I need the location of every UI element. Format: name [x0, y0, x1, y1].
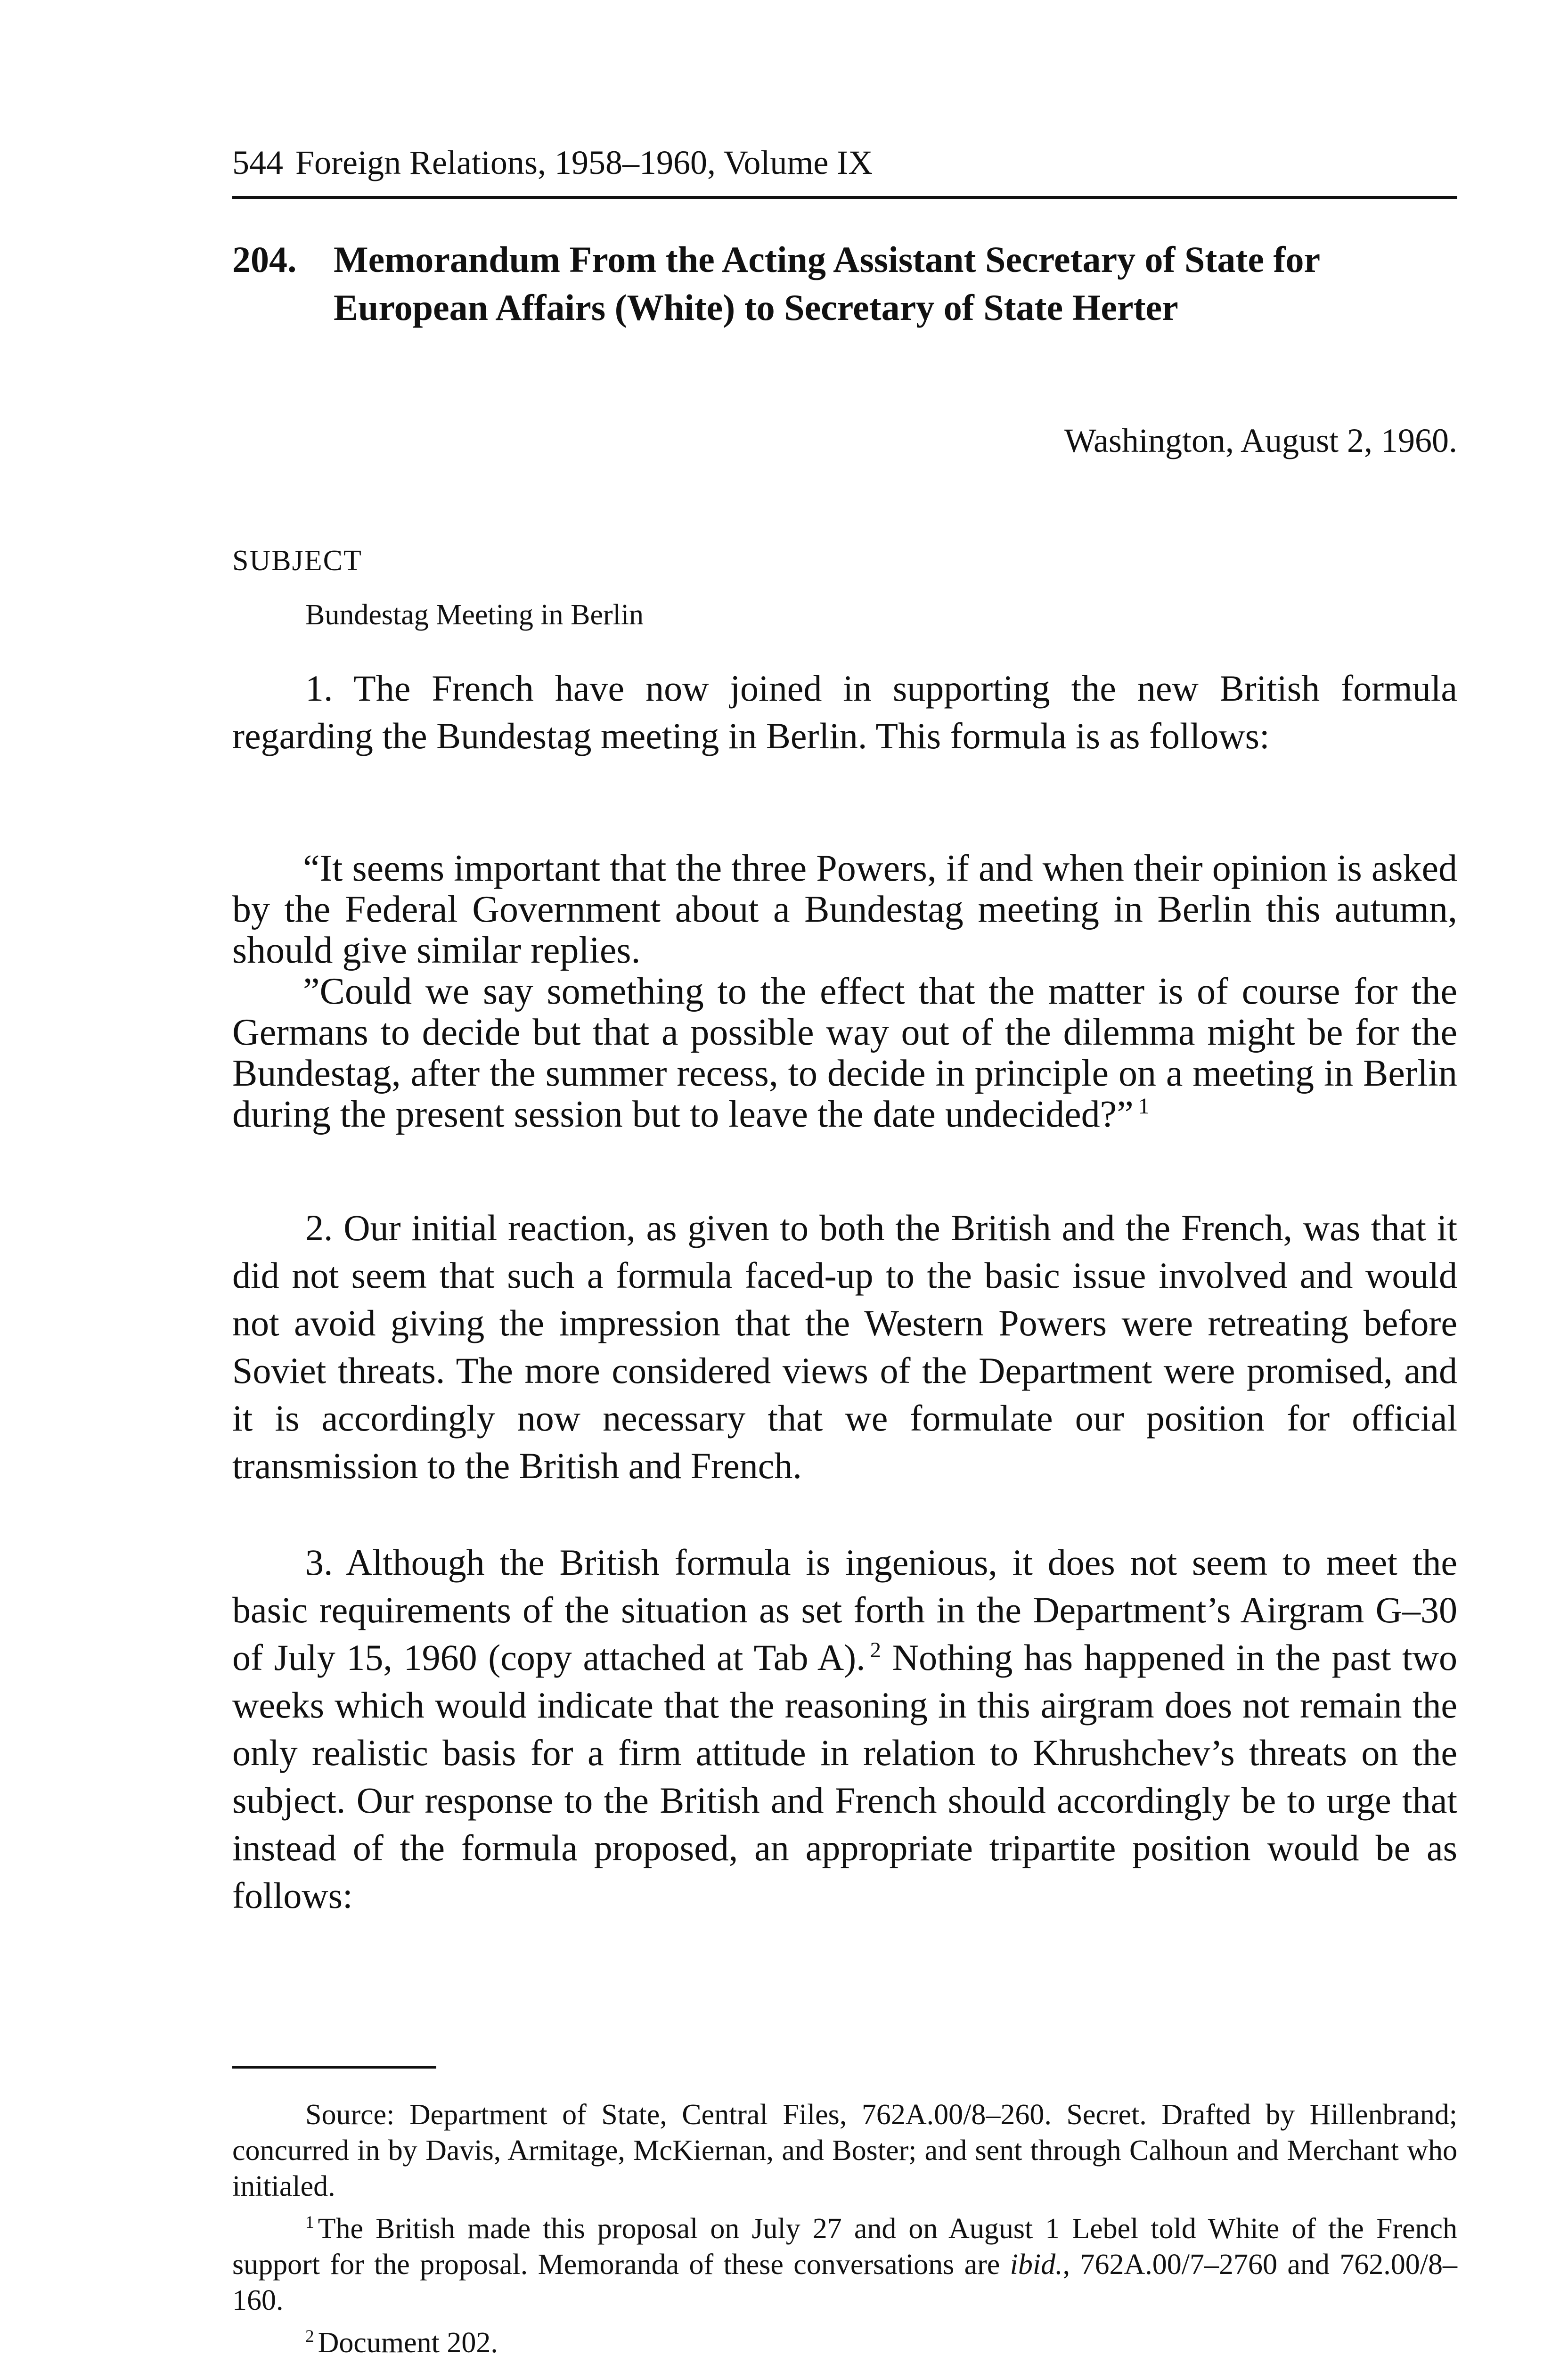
footnote-1 — [232, 2211, 1457, 2318]
quote-paragraph-2-text: ”Could we say something to the effect that the matter is of course for the Germans to decide but that a possible way out of the dilemma might be for the Bundestag, after the summer recess, to decide in principle on a meeting in Berlin during the present session but to leave the date undecided?” — [232, 971, 1457, 1135]
footnote-1-text-b: , 762A.00/7–2760 and 762.00/8–160. — [232, 2249, 1458, 2316]
source-note: Source: Department of State, Central Files, 762A.00/8–260. Secret. Drafted by Hillenbrand; concurred in by Davis, Armitage, McKiernan, and Boster; and sent through Calhoun and Merchant who initialed. — [232, 2099, 1457, 2202]
header-rule — [232, 196, 1457, 199]
footnote-2-text: Document 202. — [318, 2327, 498, 2356]
page-number: 544 — [232, 144, 283, 181]
paragraph-2 — [232, 1204, 1457, 1489]
quote-paragraph-1: “It seems important that the three Powers, if and when their opinion is asked by the Federal Government about a Bundestag meeting in Berlin this autumn, should give similar replies. — [232, 848, 1457, 971]
paragraph-2-text: 2. Our initial reaction, as given to both the British and the French, was that it did not seem that such a formula faced-up to the basic issue involved and would not avoid giving the impression that the Western Powers were retreating before Soviet threats. The more considered views of the Department were promised, and it is accordingly now necessary that we formulate our position for official transmission to the British and French. — [232, 1207, 1457, 1486]
subject-text: Bundestag Meeting in Berlin — [305, 599, 644, 631]
footnote-ref-1: 1 — [1138, 1094, 1150, 1119]
paragraph-3-text-a: 3. Although the British formula is ingenious, it does not seem to meet the basic requirements of the situation as set forth in the Department’s Airgram G–30 of July 15, 1960 (copy attached at Tab A). — [232, 1542, 1457, 1678]
document-title: Memorandum From the Acting Assistant Secretary of State for European Affairs (White) to Secretary of State Herter — [334, 239, 1320, 328]
subject-label: SUBJECT — [232, 545, 362, 577]
document-heading — [232, 236, 1457, 332]
running-head — [232, 141, 873, 184]
paragraph-3-text-b: Nothing has happened in the past two weeks which would indicate that the reasoning in this airgram does not remain the only realistic basis for a firm attitude in relation to Khrushchev’s threats on the subject. Our response to the British and French should accordingly be to urge that instead of the formula proposed, an appropriate tripartite position would be as follows: — [232, 1637, 1458, 1916]
paragraph-3 — [232, 1538, 1457, 1919]
footnote-1-text-a: The British made this proposal on July 27 and on August 1 Lebel told White of the French support for the proposal. Memoranda of these conversations are — [232, 2213, 1457, 2281]
footnote-2 — [232, 2325, 1457, 2356]
footnote-2-mark: 2 — [305, 2327, 314, 2347]
document-number: 204. — [232, 239, 297, 280]
footnotes — [232, 2097, 1457, 2356]
quoted-formula — [232, 848, 1457, 1135]
paragraph-1 — [232, 664, 1457, 760]
running-title: Foreign Relations, 1958–1960, Volume IX — [295, 144, 873, 181]
quote-paragraph-2 — [232, 971, 1457, 1135]
footnote-rule — [232, 2066, 436, 2069]
paragraph-3-text — [232, 1538, 1457, 1919]
footnote-1-mark: 1 — [305, 2213, 314, 2233]
footnote-ref-2: 2 — [870, 1638, 882, 1662]
place-date: Washington, August 2, 1960. — [1064, 422, 1457, 459]
footnote-1-ibid: ibid. — [1010, 2249, 1063, 2281]
paragraph-1-text: 1. The French have now joined in supporting the new British formula regarding the Bundestag meeting in Berlin. This formula is as follows: — [232, 668, 1457, 756]
